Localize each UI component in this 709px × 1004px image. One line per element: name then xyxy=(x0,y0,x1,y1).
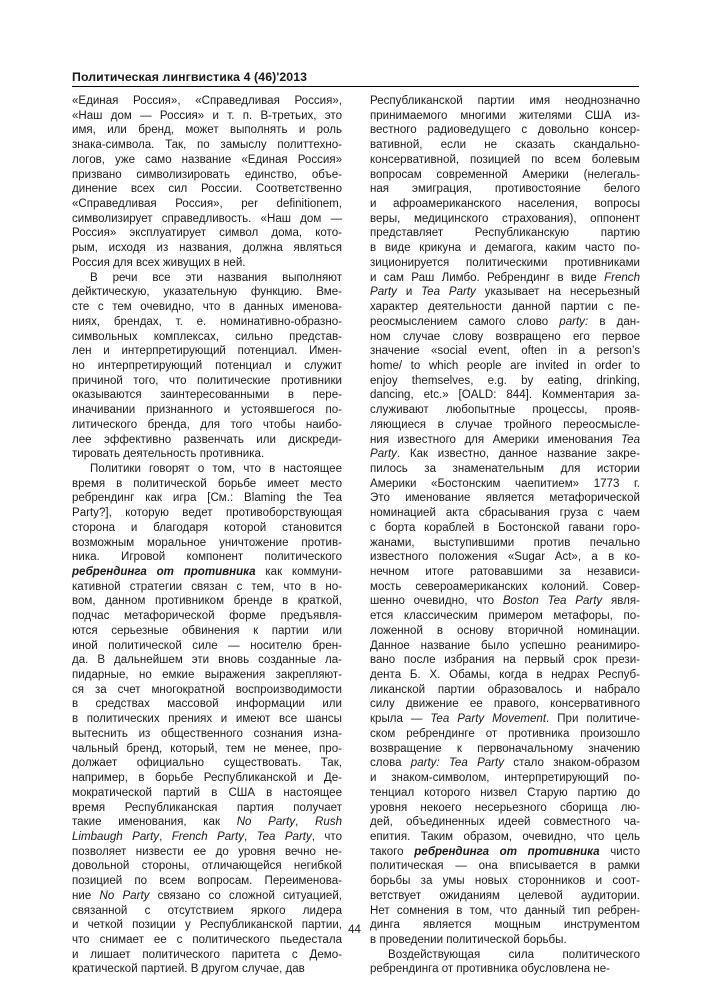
text-line: ветствует ожиданиям целевой аудитории. xyxy=(370,889,640,902)
paragraph xyxy=(370,94,640,948)
text-line: довольной стороны, отличающейся негибкой xyxy=(72,860,342,873)
text-line: «Единая Россия», «Справедливая Россия», xyxy=(72,95,342,107)
text-line: пидарные, но емкие выражения закрепляют- xyxy=(72,669,342,682)
text-line: Данное название было успешно реанимиро- xyxy=(370,639,640,652)
text-line: символизирует справедливость. «Наш дом — xyxy=(72,212,342,225)
text-line: «Наш дом — Россия» и т. п. В-третьих, это xyxy=(72,109,342,122)
text-line: вытеснить из общественного сознания изна- xyxy=(72,727,342,740)
text-line: ребрендинга от противника обусловлена не- xyxy=(370,963,611,976)
text-line: кативной стратегии связан с тем, что в но- xyxy=(72,580,342,593)
text-line: Воздействующая сила политического xyxy=(388,948,640,961)
text-line: ника. Игровой компонент политического xyxy=(72,551,342,564)
text-line: ется классическим примером метафоры, по- xyxy=(370,610,640,623)
text-line: и лишает политического паритета с Демо- xyxy=(72,948,342,961)
text-line: дента Б. Х. Обамы, когда в недрах Респуб- xyxy=(370,669,640,682)
text-line: иначивании признанного и устоявшегося по- xyxy=(72,404,342,417)
paragraph xyxy=(72,94,342,271)
text-line: но интерпретирующий потенциал и служит xyxy=(72,359,342,372)
text-line: должает официально существовать. Так, xyxy=(72,757,342,770)
text-line: ляющиеся в случае тройного переосмысле- xyxy=(370,418,640,431)
text-line: служивают любопытные процессы, прояв- xyxy=(370,404,640,417)
text-line: возвращение к первоначальному значению xyxy=(370,742,640,755)
paragraph xyxy=(72,271,342,462)
text-line: в политических прениях и имеют все шансы xyxy=(72,713,342,726)
text-line: зиционируется политическими противниками xyxy=(370,256,640,269)
text-line: вано после избрания на первый срок прези- xyxy=(370,654,640,667)
text-line: позволяет низвести ее до уровня вечно не- xyxy=(72,845,342,858)
text-line: имя, или бренд, может выполнять и роль xyxy=(72,124,342,137)
text-line: подчас метафорической форме предъявля- xyxy=(72,610,342,623)
text-line: известного положения «Sugar Act», а в ко- xyxy=(370,551,640,564)
text-line: оказываются заинтересованными в пере- xyxy=(72,389,342,402)
text-line: дейктическую, указательную функцию. Вме- xyxy=(72,286,342,299)
text-line: вом, данном противником бренде в краткой, xyxy=(72,595,342,608)
text-line: значение «social event, often in a person’s xyxy=(370,345,640,358)
text-line: ложенной в основу вторичной номинации. xyxy=(370,624,640,637)
text-line: сторона и благодаря которой становится xyxy=(72,521,342,534)
text-line: динга является мощным инструментом xyxy=(370,919,640,932)
text-line: кратической партией. В другом случае, дав xyxy=(72,963,305,976)
text-line: время Республиканская партия получает xyxy=(72,801,342,814)
text-line: ся за счет многократной воспроизводимости xyxy=(72,683,342,696)
text-line: home/ to which people are invited in order to xyxy=(370,359,640,372)
text-line: знака-символа. Так, по замыслу политтехно- xyxy=(72,139,342,152)
text-line: да. В дальнейшем эти вновь созданные ла- xyxy=(72,654,342,667)
text-line: и четкой позиции у Республиканской партии, xyxy=(72,919,342,932)
text-line: ребрендинг как игра [См.: Blaming the Tea xyxy=(72,492,342,505)
text-line: например, в борьбе Республиканской и Де- xyxy=(72,772,342,785)
text-line: Нет сомнения в том, что данный тип ребрен- xyxy=(370,904,640,917)
text-line: вативной, если не сказать скандально- xyxy=(370,139,640,152)
text-line: и афроамериканского населения, вопросы xyxy=(370,198,640,211)
text-line: нечном итоге ратовавшими за независи- xyxy=(370,566,640,578)
text-line: сте с тем очевидно, что в данных именова- xyxy=(72,301,342,314)
page-number: 44 xyxy=(348,924,361,936)
text-line: Политики говорят о том, что в настоящее xyxy=(90,462,342,475)
emphasized-line: ние No Party связано со сложной ситуацией, xyxy=(72,889,342,902)
text-line: причиной того, что политические противники xyxy=(72,374,342,387)
text-line: с борта кораблей в Бостонской гавани горо- xyxy=(370,521,640,534)
text-line: логов, уже само название «Единая Россия» xyxy=(72,153,342,166)
text-line: тенциал которого низвел Старую партию до xyxy=(370,786,640,799)
text-line: консервативной, позицией по всем болевым xyxy=(370,153,640,166)
right-column xyxy=(370,94,640,977)
text-line: борьбы за умы новых сторонников и соот- xyxy=(370,875,640,888)
text-line: enjoy themselves, e.g. by eating, drinking, xyxy=(370,374,640,387)
text-line: принимаемого многими жителями США из- xyxy=(370,109,640,122)
emphasized-line: и сам Раш Лимбо. Ребрендинг в виде French xyxy=(370,271,640,284)
left-column xyxy=(72,94,342,977)
paragraph xyxy=(72,462,342,977)
emphasized-line: Limbaugh Party, French Party, Tea Party, что xyxy=(72,830,343,843)
text-line: в виде крикуна и демагога, каким часто по- xyxy=(370,242,640,255)
text-line: вестного радиоведущего с довольно консер- xyxy=(370,124,640,137)
text-line: лен и интерпретирующий потенциал. Имен- xyxy=(72,345,342,358)
text-line: мократической партий в США в настоящее xyxy=(72,786,342,799)
text-line: что снимает ее с политического пьедестала xyxy=(72,933,342,946)
text-line: тировать деятельность противника. xyxy=(72,448,265,461)
text-line: в средствах массовой информации или xyxy=(72,698,342,711)
text-line: политическая — она вписывается в рамки xyxy=(370,860,640,873)
text-line: и знаком-символом, интерпретирующий по- xyxy=(370,772,640,785)
paragraph xyxy=(370,948,640,977)
text-line: Республиканской партии имя неоднозначно xyxy=(370,95,640,107)
text-line: дей, объединенных идеей совместного ча- xyxy=(370,816,640,829)
text-line: dancing, etc.» [OALD: 844]. Комментария за- xyxy=(370,389,640,402)
text-line: «Справедливая Россия», per definitionem, xyxy=(72,198,342,211)
text-line: символьных комплексах, сильно представ- xyxy=(72,330,342,343)
emphasized-line: слова party: Tea Party стало знаком-образом xyxy=(370,757,640,770)
text-line: ная эмиграция, противостояние белого xyxy=(370,183,640,196)
text-line: пилось за знаменательным для истории xyxy=(370,462,640,475)
text-line: иной политической силе — носителю брен- xyxy=(72,639,342,652)
text-line: динение всех сил России. Соответственно xyxy=(72,183,342,196)
text-line: вопросам современной Америки (нелегаль- xyxy=(370,168,640,181)
text-line: ском ребрендинге от противника произошло xyxy=(370,727,640,740)
text-line: ликанской партии образовалось и набрало xyxy=(370,683,640,696)
text-line: номинацией акта сбрасывания груза с чаем xyxy=(370,507,640,520)
text-line: ются серьезные обвинения к партии или xyxy=(72,624,342,637)
emphasized-line: ребрендинга от противника как коммуни- xyxy=(72,566,342,578)
text-line: представляет Республиканскую партию xyxy=(370,227,640,240)
emphasized-line: крыла — Tea Party Movement. При политиче- xyxy=(370,713,640,726)
emphasized-line: шенно очевидно, что Boston Tea Party явля- xyxy=(370,595,640,608)
text-line: Это именование является метафорической xyxy=(370,492,640,505)
header-divider xyxy=(72,86,639,87)
text-line: веры, медицинского страхования), оппонент xyxy=(370,212,640,225)
text-line: призвано символизировать единство, объе- xyxy=(72,168,342,181)
journal-header: Политическая лингвистика 4 (46)'2013 xyxy=(72,70,308,84)
emphasized-line: такого ребрендинга от противника чисто xyxy=(370,845,641,858)
text-line: В речи все эти названия выполняют xyxy=(90,271,342,284)
text-line: ниях, брендах, т. е. номинативно-образно- xyxy=(72,315,342,328)
text-line: ном случае слову возвращено его первое xyxy=(370,330,640,343)
emphasized-line: Party и Tea Party указывает на несерьезный xyxy=(370,286,640,299)
text-line: характер деятельности данной партии с пе- xyxy=(370,301,640,314)
emphasized-line: ния известного для Америки именования Tea xyxy=(370,433,640,446)
text-line: епития. Таким образом, очевидно, что цель xyxy=(370,830,640,843)
text-line: жанами, выступившими против печально xyxy=(370,536,640,549)
text-line: Америки «Бостонским чаепитием» 1773 г. xyxy=(370,477,640,490)
text-line: связанной с отсутствием яркого лидера xyxy=(72,904,342,917)
text-line: литического бренда, для того чтобы наибо- xyxy=(72,418,342,431)
text-line: рым, исходя из названия, должна являться xyxy=(72,242,342,255)
text-line: Россия для всех живущих в ней. xyxy=(72,256,246,269)
text-line: мость североамериканских колоний. Совер- xyxy=(370,580,640,593)
text-line: время в политической борьбе имеет место xyxy=(72,477,342,490)
emphasized-line: Party. Как известно, данное название закре- xyxy=(370,448,640,461)
text-line: уровня некоего несерьезного сборища лю- xyxy=(370,801,640,814)
text-line: силу движение ее правого, консервативного xyxy=(370,698,640,711)
text-line: лее эффективно развенчать или дискреди- xyxy=(72,433,342,446)
text-line: Party?], которую ведет противоборствующая xyxy=(72,507,342,520)
emphasized-line: реосмыслением самого слово party: в дан- xyxy=(370,315,640,328)
text-line: позицией по всем вопросам. Переименова- xyxy=(72,875,342,888)
emphasized-line: такие именования, как No Party, Rush xyxy=(72,816,343,829)
text-line: в проведении политической борьбы. xyxy=(370,933,567,946)
text-line: Россия» эксплуатирует символ дома, кото- xyxy=(72,227,342,240)
text-line: возможным моральное уничтожение против- xyxy=(72,536,342,549)
text-line: чальный бренд, который, тем не менее, про- xyxy=(72,742,342,755)
